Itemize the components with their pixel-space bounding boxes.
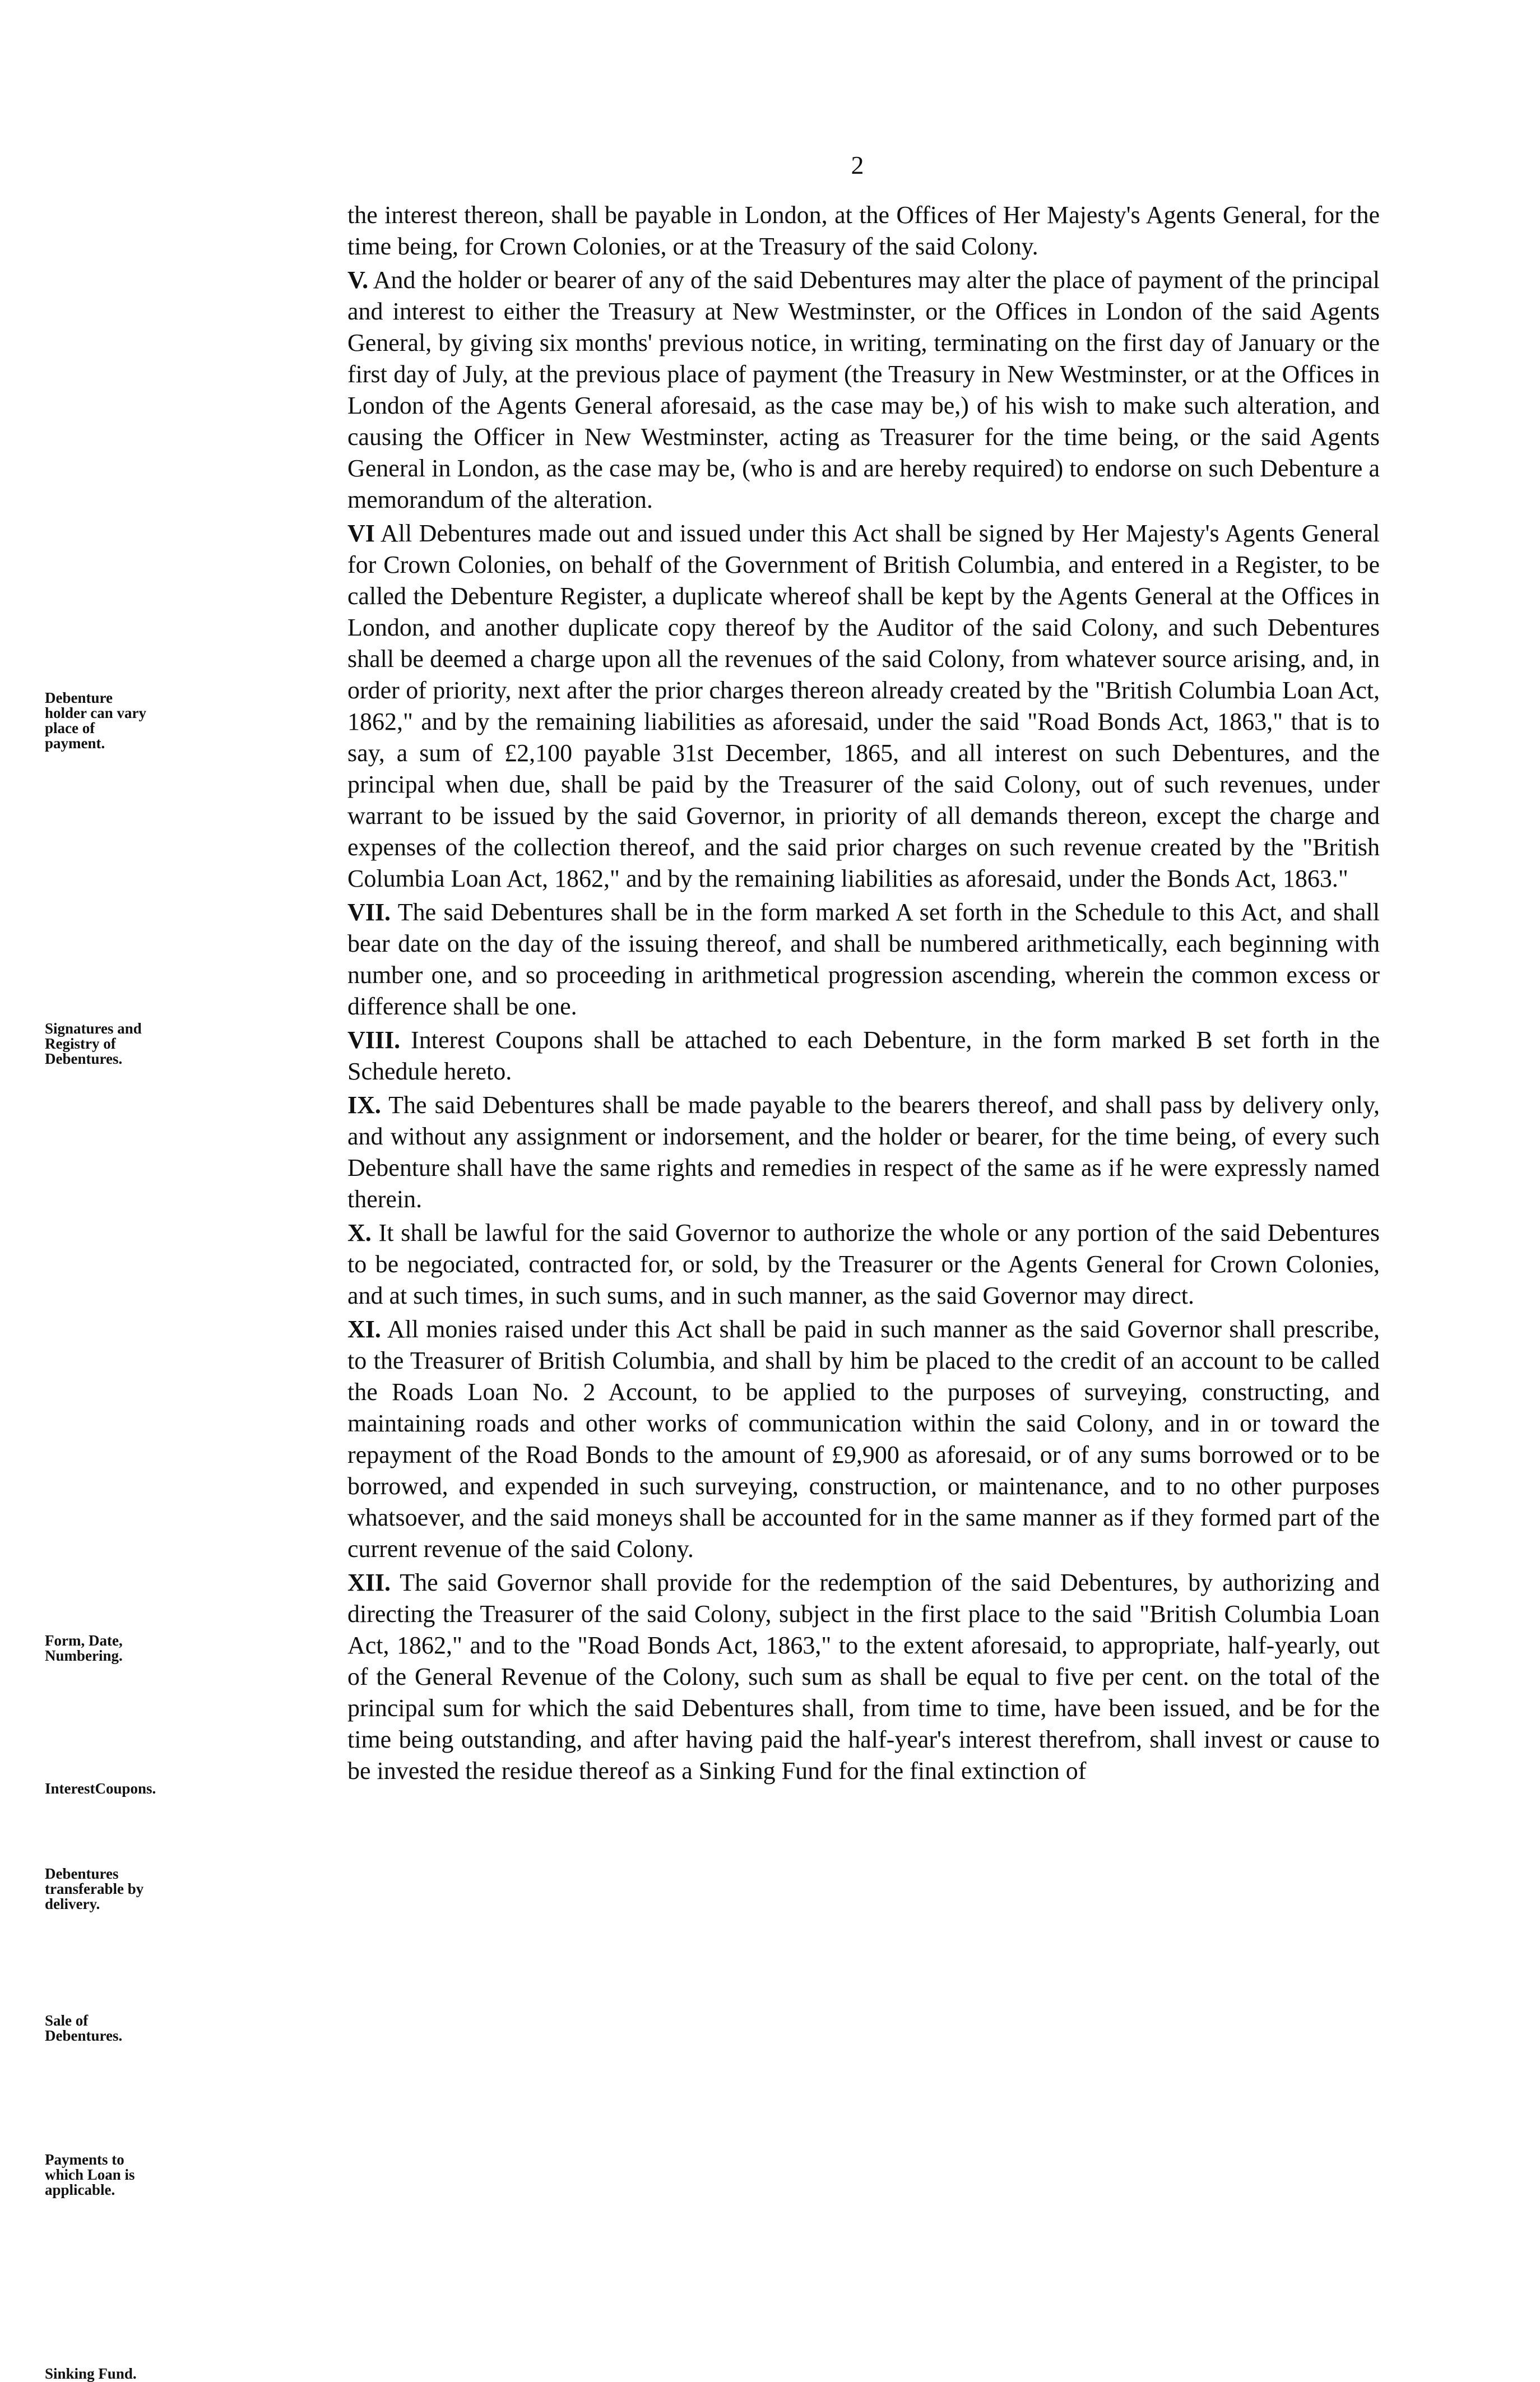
section-8: [347, 1025, 1380, 1087]
section-text: The said Debentures shall be made payable to the bearers thereof, and shall pass by delivery only, and without any assignment or indorsement, and the holder or bearer, for the time being, of every such Debenture shall have the same rights and remedies in respect of the same as if he were expressly named therein.: [347, 1091, 1380, 1213]
section-number: X.: [347, 1219, 372, 1246]
section-7: [347, 897, 1380, 1022]
margin-note-debentures-transferable: Debentures transferable by delivery.: [45, 1865, 144, 1912]
section-text: All monies raised under this Act shall be paid in such manner as the said Governor shall prescribe, to the Treasurer of British Columbia, and shall by him be placed to the credit of an account to be called the Roads Loan No. 2 Account, to be applied to the purposes of surveying, constructing, and maintaining roads and other works of communication within the said Colony, and in or toward the repayment of the Road Bonds to the amount of £9,900 as aforesaid, or of any sums borrowed or to be borrowed, and expended in such surveying, construction, or maintenance, and to no other purposes whatsoever, and the said moneys shall be accounted for in the same manner as if they formed part of the current revenue of the said Colony.: [347, 1315, 1380, 1563]
margin-note-sinking-fund: Sinking Fund.: [45, 2365, 137, 2382]
section-text: It shall be lawful for the said Governor to authorize the whole or any portion of the said Debentures to be negociated, contracted for, or sold, by the Treasurer or the Agents General for Crown Colonies, and at such times, in such sums, and in such manner, as the said Governor may direct.: [347, 1219, 1380, 1309]
section-text: All Debentures made out and issued under this Act shall be signed by Her Majesty's Agents General for Crown Colonies, on behalf of the Government of British Columbia, and entered in a Register, to be called the Debenture Register, a duplicate whereof shall be kept by the Agents General at the Offices in London, and another duplicate copy thereof by the Auditor of the said Colony, and such Debentures shall be deemed a charge upon all the revenues of the said Colony, from whatever source arising, and, in order of priority, next after the prior charges thereon already created by the "British Columbia Loan Act, 1862," and by the remaining liabilities as aforesaid, under the said "Road Bonds Act, 1863," that is to say, a sum of £2,100 payable 31st December, 1865, and all interest on such Debentures, and the principal when due, shall be paid by the Treasurer of the said Colony, out of such revenues, under warrant to be issued by the said Governor, in priority of all demands thereon, except the charge and expenses of the collection thereof, and the said prior charges on such revenue created by the "British Columbia Loan Act, 1862," and by the remaining liabilities as aforesaid, under the Bonds Act, 1863.": [347, 520, 1380, 892]
section-number: XI.: [347, 1315, 381, 1343]
section-text: The said Debentures shall be in the form marked A set forth in the Schedule to this Act, and shall bear date on the day of the issuing thereof, and shall be numbered arithmetically, each beginning with number one, and so proceeding in arithmetical progression ascending, wherein the common excess or difference shall be one.: [347, 898, 1380, 1020]
section-number: IX.: [347, 1091, 381, 1119]
section-number: V.: [347, 266, 369, 294]
section-number: VI: [347, 520, 375, 547]
section-text: And the holder or bearer of any of the said Debentures may alter the place of payment of the principal and interest to either the Treasury at New Westminster, or the Offices in London of the said Agents General, by giving six months' previous notice, in writing, terminating on the first day of January or the first day of July, at the previous place of payment (the Treasury in New Westminster, or at the Offices in London of the Agents General aforesaid, as the case may be,) of his wish to make such alteration, and causing the Officer in New Westminster, acting as Treasurer for the time being, or the said Agents General in London, as the case may be, (who is and are hereby required) to endorse on such Debenture a memorandum of the alteration.: [347, 266, 1380, 513]
paragraph-continuation: [347, 200, 1380, 262]
section-9: [347, 1090, 1380, 1215]
section-number: VIII.: [347, 1026, 401, 1054]
section-12: [347, 1567, 1380, 1787]
margin-note-signatures-registry: Signatures and Registry of Debentures.: [45, 1020, 142, 1067]
section-10: [347, 1217, 1380, 1312]
section-6: [347, 518, 1380, 895]
body-text: [347, 200, 1380, 1787]
section-number: VII.: [347, 898, 391, 926]
margin-note-debenture-holder: Debenture holder can vary place of payment.: [45, 689, 146, 752]
paragraph-text: the interest thereon, shall be payable in London, at the Offices of Her Majesty's Agents General, for the time being, for Crown Colonies, or at the Treasury of the said Colony.: [347, 201, 1380, 260]
section-text: The said Governor shall provide for the redemption of the said Debentures, by authorizing and directing the Treasurer of the said Colony, subject in the first place to the said "British Columbia Loan Act, 1862," and to the "Road Bonds Act, 1863," to the extent aforesaid, to appropriate, half-yearly, out of the General Revenue of the Colony, such sum as shall be equal to five per cent. on the total of the principal sum for which the said Debentures shall, from time to time, have been issued, and be for the time being outstanding, and after having paid the half-year's interest therefrom, shall invest or cause to be invested the residue thereof as a Sinking Fund for the final extinction of: [347, 1569, 1380, 1785]
section-number: XII.: [347, 1569, 391, 1596]
margin-note-sale-of-debentures: Sale of Debentures.: [45, 2012, 123, 2044]
page-number: 2: [851, 151, 864, 179]
margin-note-payments-loan: Payments to which Loan is applicable.: [45, 2151, 135, 2198]
section-text: Interest Coupons shall be attached to each Debenture, in the form marked B set forth in the Schedule hereto.: [347, 1026, 1380, 1085]
margin-note-form-date: Form, Date, Numbering.: [45, 1632, 123, 1664]
margin-notes: [45, 0, 325, 2382]
section-5: [347, 265, 1380, 516]
section-11: [347, 1314, 1380, 1565]
margin-note-interest-coupons: InterestCoupons.: [45, 1780, 156, 1797]
